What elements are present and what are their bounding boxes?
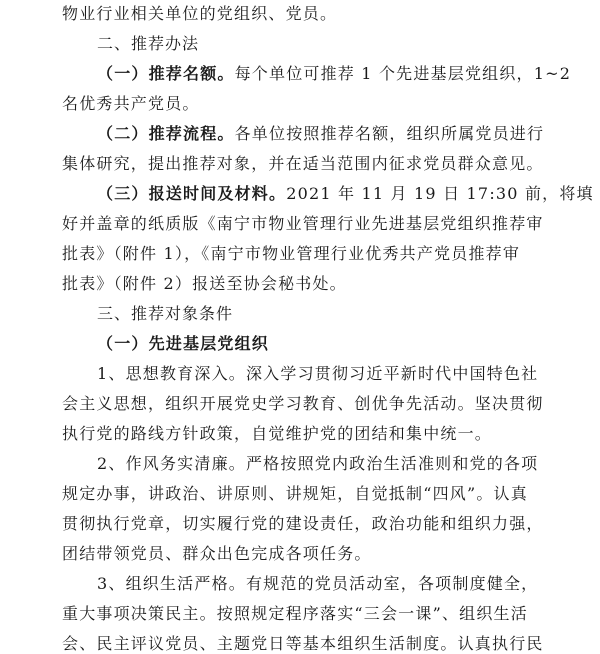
paragraph-line (97, 64, 600, 84)
paragraph-line: 名优秀共产党员。 (62, 94, 200, 113)
paragraph-line: 团结带领党员、群众出色完成各项任务。 (62, 544, 372, 563)
paragraph-line: 执行党的路线方针政策，自觉维护党的团结和集中统一。 (62, 424, 493, 443)
paragraph-text: 每个单位可推荐 1 个先进基层党组织，1~2 (234, 64, 572, 83)
paragraph-line: 重大事项决策民主。按照规定程序落实“三会一课”、组织生活 (62, 604, 528, 623)
paragraph-line: 批表》（附件 2）报送至协会秘书处。 (62, 274, 347, 293)
paragraph-text: 2021 年 11 月 19 日 17:30 前，将填 (286, 184, 594, 203)
paragraph-line: 会主义思想，组织开展党史学习教育、创优争先活动。坚决贯彻 (62, 394, 544, 413)
paragraph-line: 规定办事，讲政治、讲原则、讲规矩，自觉抵制“四风”。认真 (62, 484, 528, 503)
paragraph-line: 集体研究，提出推荐对象，并在适当范围内征求党员群众意见。 (62, 154, 544, 173)
subheading-recommend-quota: （一）推荐名额。 (97, 64, 235, 83)
section-heading-3: 三、推荐对象条件 (97, 304, 234, 323)
paragraph-line: 会、民主评议党员、主题党日等基本组织生活制度。认真执行民 (62, 634, 544, 653)
paragraph-line: 好并盖章的纸质版《南宁市物业管理行业先进基层党组织推荐审 (62, 214, 544, 233)
paragraph-line: 3、组织生活严格。有规范的党员活动室，各项制度健全， (97, 574, 539, 593)
paragraph-text: 各单位按照推荐名额，组织所属党员进行 (234, 124, 545, 143)
section-heading-2: 二、推荐办法 (97, 34, 200, 53)
paragraph-line: 物业行业相关单位的党组织、党员。 (62, 4, 338, 23)
subheading-advanced-org: （一）先进基层党组织 (97, 334, 270, 353)
paragraph-line: 批表》（附件 1），《南宁市物业管理行业优秀共产党员推荐审 (62, 244, 521, 263)
subheading-recommend-process: （二）推荐流程。 (97, 124, 235, 143)
paragraph-line (97, 124, 600, 144)
paragraph-line: 贯彻执行党章，切实履行党的建设责任，政治功能和组织力强， (62, 514, 544, 533)
subheading-submission: （三）报送时间及材料。 (97, 184, 287, 203)
paragraph-line: 2、作风务实清廉。严格按照党内政治生活准则和党的各项 (97, 454, 539, 473)
paragraph-line (97, 184, 600, 204)
paragraph-line: 1、思想教育深入。深入学习贯彻习近平新时代中国特色社 (97, 364, 539, 383)
